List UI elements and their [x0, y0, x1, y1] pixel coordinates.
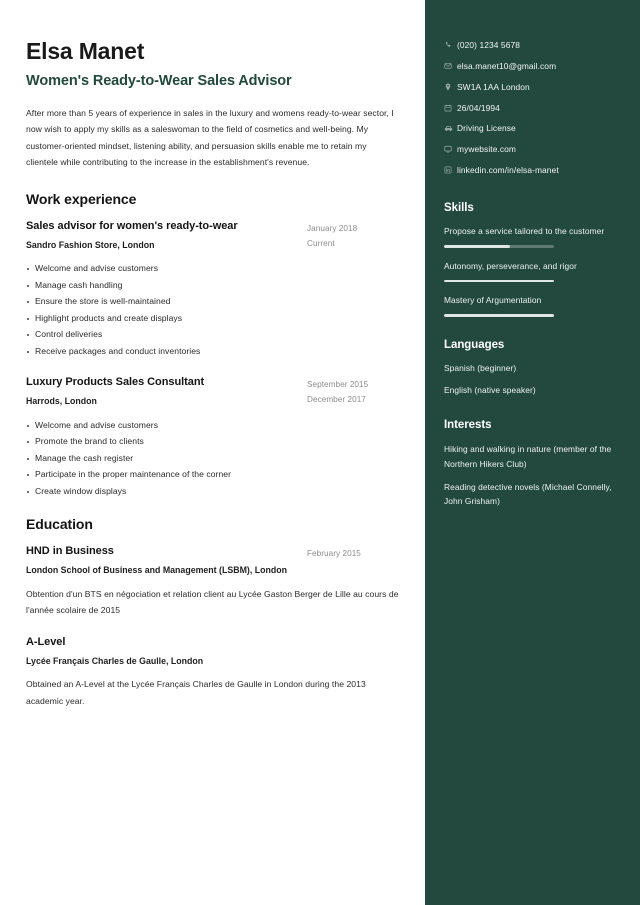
- phone-icon: [444, 40, 457, 49]
- website-icon: [444, 144, 457, 153]
- skill-label: Autonomy, perseverance, and rigor: [444, 260, 577, 271]
- entry-title: HND in Business: [26, 545, 114, 558]
- skill-level-fill: [444, 314, 554, 317]
- entry-description: Obtention d'un BTS en négociation et relation client au Lycée Gaston Berger de Lille au cours de l'année scolaire de 2015: [26, 588, 399, 616]
- work-experience-list: [26, 220, 399, 500]
- entry-bullet: Welcome and advise customers: [26, 417, 399, 434]
- language-item: English (native speaker): [444, 384, 536, 395]
- entry-organization: Lycée Français Charles de Gaulle, London: [26, 655, 204, 666]
- entry-bullet: Create window displays: [26, 483, 399, 500]
- skill-item: [444, 260, 621, 282]
- entry-title: Sales advisor for women's ready-to-wear: [26, 219, 238, 232]
- work-entry: [26, 376, 399, 499]
- language-item: Spanish (beginner): [444, 362, 517, 373]
- contact-text: 26/04/1994: [457, 102, 500, 113]
- entry-date-end: December 2017: [307, 395, 366, 405]
- interests-list: [444, 442, 621, 507]
- skill-level-bar: [444, 280, 554, 283]
- entry-bullet: Receive packages and conduct inventories: [26, 343, 399, 360]
- entry-header: [26, 220, 399, 259]
- contact-text: mywebsite.com: [457, 144, 517, 155]
- professional-summary: After more than 5 years of experience in sales in the luxury and womens ready-to-wear sector, I now wish to apply my skills as a saleswoman to the field of cosmetics and well-being. My customer-oriented mindset, listening ability, and persuasion skills enable me to retain my clientele while contributing to the increase in the establishment's revenue.: [26, 107, 394, 168]
- entry-header: [26, 545, 399, 584]
- contact-text: Driving License: [457, 123, 516, 134]
- work-entry: [26, 220, 399, 360]
- entry-bullet: Promote the brand to clients: [26, 433, 399, 450]
- entry-date-range: [307, 545, 399, 562]
- skills-list: [444, 225, 621, 316]
- skill-level-bar: [444, 314, 554, 317]
- entry-bullet-list: [26, 417, 399, 500]
- linkedin-icon: [444, 165, 457, 174]
- entry-date-range: [307, 220, 399, 252]
- job-title: Women's Ready-to-Wear Sales Advisor: [26, 73, 292, 90]
- interest-item: Reading detective novels (Michael Connelly, John Grisham): [444, 481, 612, 506]
- entry-main: [26, 376, 307, 415]
- contact-item[interactable]: [444, 144, 621, 155]
- contact-item[interactable]: [444, 165, 621, 176]
- entry-bullet: Manage cash handling: [26, 277, 399, 294]
- contact-item[interactable]: [444, 103, 621, 114]
- entry-date-end: Current: [307, 238, 335, 248]
- section-heading-languages: Languages: [444, 338, 505, 351]
- skill-level-fill: [444, 280, 554, 283]
- skill-label: Mastery of Argumentation: [444, 295, 542, 306]
- interest-item: Hiking and walking in nature (member of the Northern Hikers Club): [444, 444, 612, 469]
- skill-item: [444, 225, 621, 247]
- contact-item[interactable]: [444, 61, 621, 72]
- entry-bullet: Participate in the proper maintenance of the corner: [26, 466, 399, 483]
- skills-section: [444, 202, 621, 316]
- entry-organization: Harrods, London: [26, 396, 97, 407]
- entry-header: [26, 376, 399, 415]
- calendar-icon: [444, 103, 457, 112]
- skill-level-fill: [444, 245, 510, 248]
- contact-item[interactable]: [444, 40, 621, 51]
- entry-title: Luxury Products Sales Consultant: [26, 376, 205, 389]
- page-title: Elsa Manet: [26, 38, 145, 64]
- education-entry: [26, 636, 399, 710]
- entry-organization: Sandro Fashion Store, London: [26, 239, 155, 250]
- entry-date-start: September 2015: [307, 380, 369, 390]
- contact-text: elsa.manet10@gmail.com: [457, 60, 557, 71]
- interests-section: [444, 419, 621, 507]
- entry-organization: London School of Business and Management (LSBM), London: [26, 565, 287, 576]
- entry-date-range: [307, 376, 399, 408]
- skill-level-bar: [444, 245, 554, 248]
- location-pin-icon: [444, 82, 457, 91]
- entry-bullet: Control deliveries: [26, 326, 399, 343]
- skill-label: Propose a service tailored to the customer: [444, 226, 605, 237]
- contact-item[interactable]: [444, 123, 621, 134]
- section-heading-education: Education: [26, 516, 93, 533]
- entry-main: [26, 636, 307, 675]
- entry-date-start: January 2018: [307, 223, 358, 233]
- car-icon: [444, 123, 457, 133]
- contact-text: linkedin.com/in/elsa-manet: [457, 165, 559, 176]
- entry-date-range: [307, 636, 399, 638]
- contact-text: (020) 1234 5678: [457, 40, 520, 50]
- education-entry: [26, 545, 399, 619]
- skill-item: [444, 294, 621, 316]
- envelope-icon: [444, 61, 457, 70]
- entry-main: [26, 220, 307, 259]
- contact-text: SW1A 1AA London: [457, 81, 530, 92]
- languages-list: [444, 362, 621, 398]
- entry-header: [26, 636, 399, 675]
- entry-bullet: Highlight products and create displays: [26, 310, 399, 327]
- entry-bullet: Manage the cash register: [26, 450, 399, 467]
- entry-main: [26, 545, 307, 584]
- contact-item[interactable]: [444, 82, 621, 93]
- section-heading-interests: Interests: [444, 419, 492, 432]
- section-heading-work: Work experience: [26, 190, 137, 207]
- education-list: [26, 545, 399, 709]
- entry-bullet: Welcome and advise customers: [26, 260, 399, 277]
- contact-list: [444, 40, 621, 176]
- section-heading-skills: Skills: [444, 202, 474, 215]
- entry-date-start: February 2015: [307, 549, 361, 559]
- languages-section: [444, 339, 621, 398]
- sidebar: [425, 0, 640, 905]
- entry-bullet-list: [26, 260, 399, 359]
- entry-bullet: Ensure the store is well-maintained: [26, 293, 399, 310]
- entry-description: Obtained an A-Level at the Lycée Français Charles de Gaulle in London during the 2013 academic year.: [26, 679, 366, 706]
- entry-title: A-Level: [26, 635, 66, 648]
